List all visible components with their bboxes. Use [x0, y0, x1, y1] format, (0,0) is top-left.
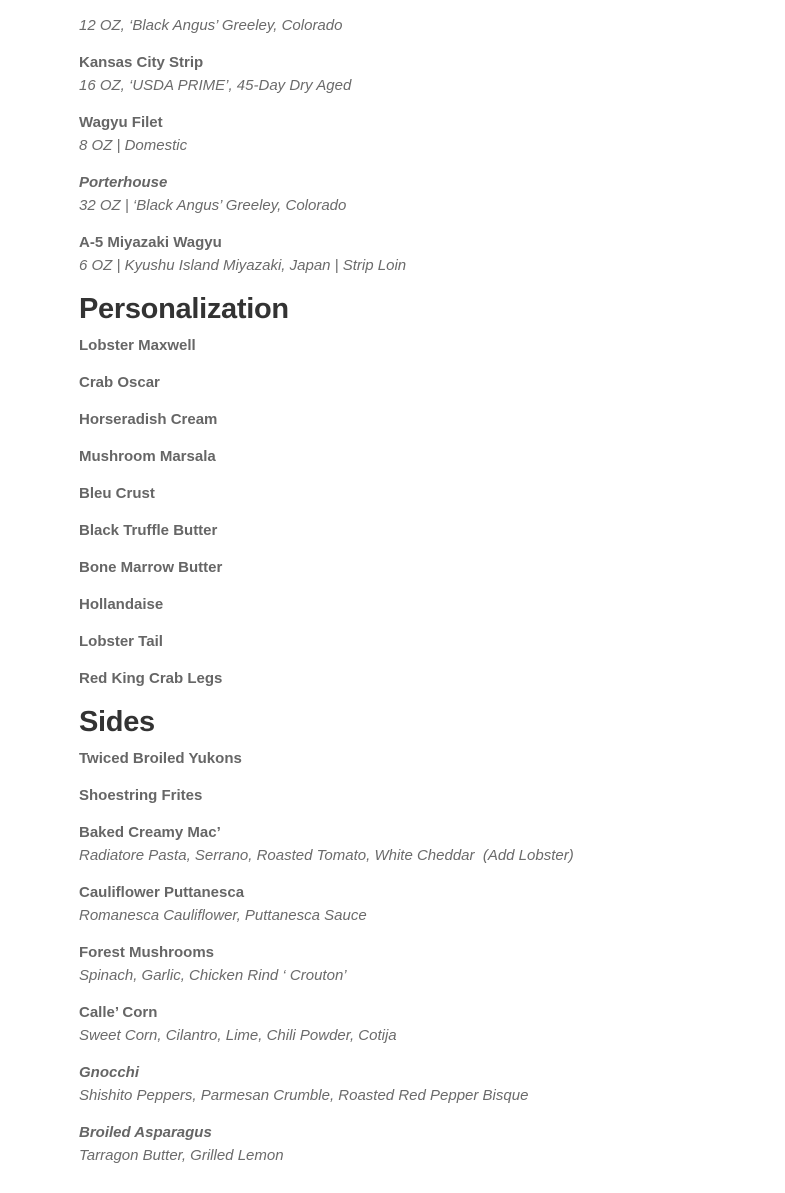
menu-item-title: Gnocchi [79, 1064, 140, 1081]
menu-item [79, 556, 745, 579]
menu-item-title: Hollandaise [79, 596, 164, 613]
menu-item-title: Porterhouse [79, 174, 168, 191]
menu-item [79, 519, 745, 542]
menu-item-description: 32 OZ | ‘Black Angus’ Greeley, Colorado [79, 197, 347, 214]
menu-item [79, 821, 745, 867]
menu-item-title: Bone Marrow Butter [79, 559, 223, 576]
menu-item [79, 408, 745, 431]
menu-item [79, 1001, 745, 1047]
menu-item [79, 231, 745, 277]
menu-item [79, 445, 745, 468]
menu-item-title: Shoestring Frites [79, 787, 203, 804]
menu-item-description: Tarragon Butter, Grilled Lemon [79, 1147, 284, 1164]
menu-item [79, 747, 745, 770]
menu-item [79, 334, 745, 357]
menu-section-personalization [79, 291, 745, 690]
menu-item-title: Forest Mushrooms [79, 944, 215, 961]
menu-item-description: Spinach, Garlic, Chicken Rind ‘ Crouton’ [79, 967, 347, 984]
menu-item-description: 6 OZ | Kyushu Island Miyazaki, Japan | Strip Loin [79, 257, 407, 274]
menu-item [79, 171, 745, 217]
menu-item [79, 1061, 745, 1107]
menu-item-description: Radiatore Pasta, Serrano, Roasted Tomato, White Cheddar (Add Lobster) [79, 847, 574, 864]
menu-item [79, 14, 745, 37]
section-heading-sides: Sides [79, 706, 155, 738]
menu-item-title: Bleu Crust [79, 485, 155, 502]
menu-item-title: Black Truffle Butter [79, 522, 218, 539]
section-heading-personalization: Personalization [79, 293, 289, 325]
menu-item [79, 630, 745, 653]
menu-item-title: Horseradish Cream [79, 411, 218, 428]
menu-item-description: 12 OZ, ‘Black Angus’ Greeley, Colorado [79, 17, 343, 34]
menu-item [79, 371, 745, 394]
menu-item-title: Wagyu Filet [79, 114, 163, 131]
menu-item-description: Romanesca Cauliflower, Puttanesca Sauce [79, 907, 367, 924]
menu-item-title: Baked Creamy Mac’ [79, 824, 221, 841]
menu-item [79, 784, 745, 807]
menu-item-description: 8 OZ | Domestic [79, 137, 188, 154]
menu-section-sides [79, 704, 745, 1167]
menu-item-description: 16 OZ, ‘USDA PRIME’, 45-Day Dry Aged [79, 77, 352, 94]
menu-section-steaks [79, 14, 745, 277]
menu-item [79, 111, 745, 157]
menu-item-description: Shishito Peppers, Parmesan Crumble, Roasted Red Pepper Bisque [79, 1087, 529, 1104]
menu-item [79, 51, 745, 97]
menu-item-title: A-5 Miyazaki Wagyu [79, 234, 222, 251]
menu-item-title: Kansas City Strip [79, 54, 204, 71]
menu-item-title: Lobster Tail [79, 633, 163, 650]
menu-item-title: Crab Oscar [79, 374, 160, 391]
menu-item-title: Calle’ Corn [79, 1004, 158, 1021]
menu-item-title: Twiced Broiled Yukons [79, 750, 242, 767]
menu-item-title: Lobster Maxwell [79, 337, 196, 354]
menu-item-description: Sweet Corn, Cilantro, Lime, Chili Powder, Cotija [79, 1027, 397, 1044]
menu-item-title: Broiled Asparagus [79, 1124, 212, 1141]
menu-item-title: Red King Crab Legs [79, 670, 223, 687]
menu-item-title: Mushroom Marsala [79, 448, 216, 465]
menu-item [79, 881, 745, 927]
menu-item [79, 667, 745, 690]
menu-item [79, 941, 745, 987]
menu-item [79, 482, 745, 505]
menu-item-title: Cauliflower Puttanesca [79, 884, 245, 901]
menu-item [79, 1121, 745, 1167]
menu-item [79, 593, 745, 616]
